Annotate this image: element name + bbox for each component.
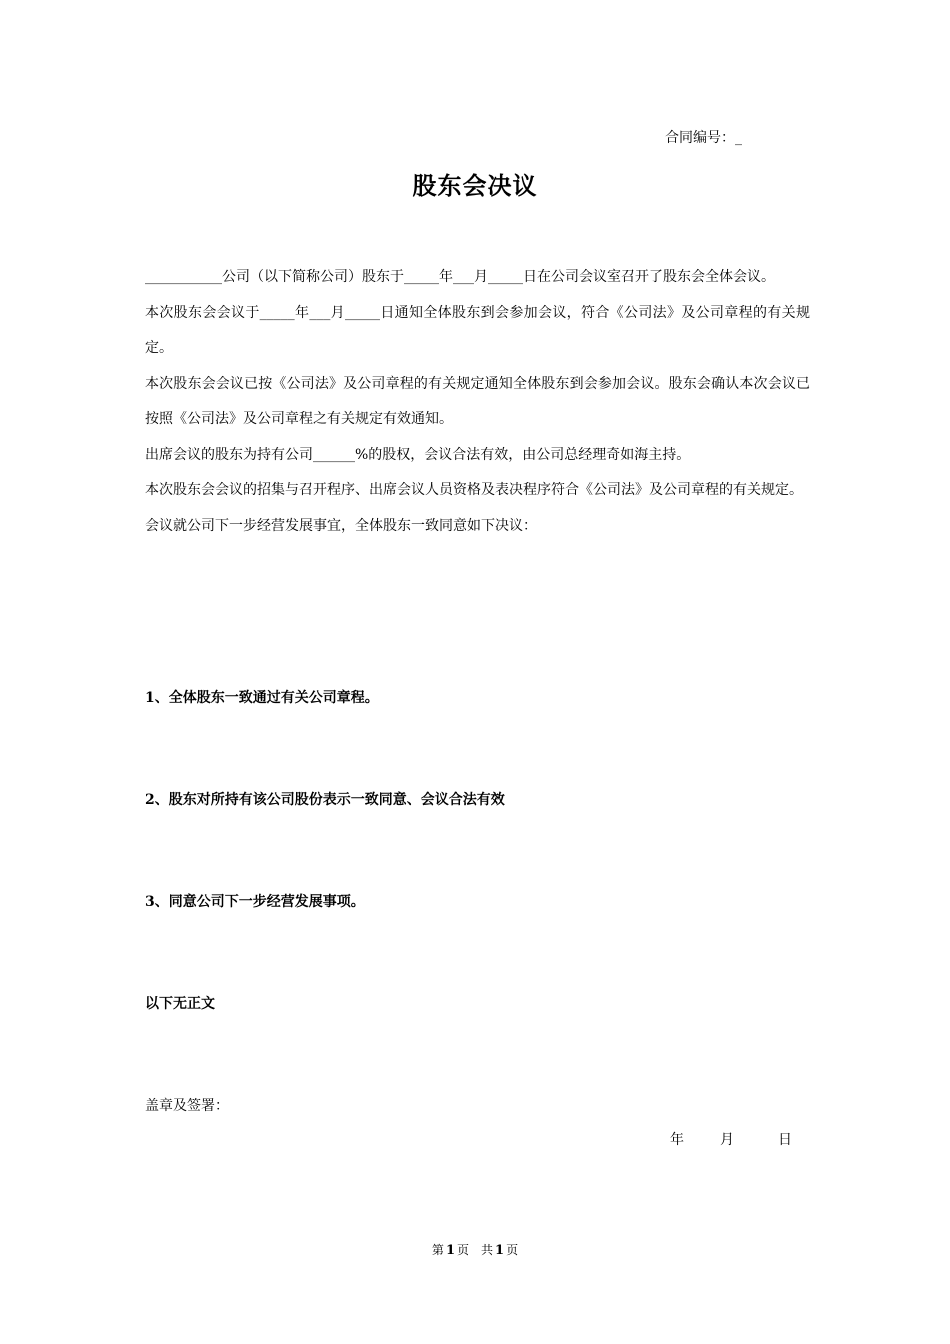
paragraph-resolution-intro: 会议就公司下一步经营发展事宜，全体股东一致同意如下决议： — [145, 517, 537, 534]
page-footer — [0, 1241, 950, 1260]
resolution-item-1: 1、全体股东一致通过有关公司章程。 — [145, 690, 379, 706]
document-body — [145, 260, 810, 544]
paragraph-attendance: 出席会议的股东为持有公司______%的股权，会议合法有效，由公司总经理奇如海主持。 — [145, 446, 691, 463]
page-unit: 页 — [456, 1243, 469, 1257]
page-prefix: 第 — [431, 1243, 444, 1257]
paragraph-notice-date: 本次股东会会议于_____年___月_____日通知全体股东到会参加会议，符合《公司法》及公司章程的有关规定。 — [145, 304, 810, 356]
page-current: 1 — [445, 1243, 455, 1258]
resolution-item-3: 3、同意公司下一步经营发展事项。 — [145, 894, 365, 910]
date-year-label: 年 — [670, 1132, 684, 1148]
total-prefix: 共 — [481, 1243, 494, 1257]
no-more-text: 以下无正文 — [145, 996, 215, 1012]
page-total: 1 — [495, 1243, 505, 1258]
paragraph-procedure: 本次股东会会议的招集与召开程序、出席会议人员资格及表决程序符合《公司法》及公司章程的有关规定。 — [145, 482, 803, 498]
paragraph-notice-confirmation: 本次股东会会议已按《公司法》及公司章程的有关规定通知全体股东到会参加会议。股东会确认本次会议已按照《公司法》及公司章程之有关规定有效通知。 — [145, 375, 810, 427]
date-day-label: 日 — [778, 1132, 792, 1148]
signature-label: 盖章及签署： — [145, 1098, 229, 1114]
resolution-item-2: 2、股东对所持有该公司股份表示一致同意、会议合法有效 — [145, 792, 505, 808]
signature-date — [670, 1130, 792, 1150]
total-unit: 页 — [506, 1243, 519, 1257]
contract-number-label: 合同编号：_ — [665, 130, 742, 146]
date-month-label: 月 — [720, 1132, 734, 1148]
document-title: 股东会决议 — [412, 171, 538, 200]
paragraph-meeting-date: ___________公司（以下简称公司）股东于_____年___月_____日在公司会议室召开了股东会全体会议。 — [145, 269, 775, 285]
